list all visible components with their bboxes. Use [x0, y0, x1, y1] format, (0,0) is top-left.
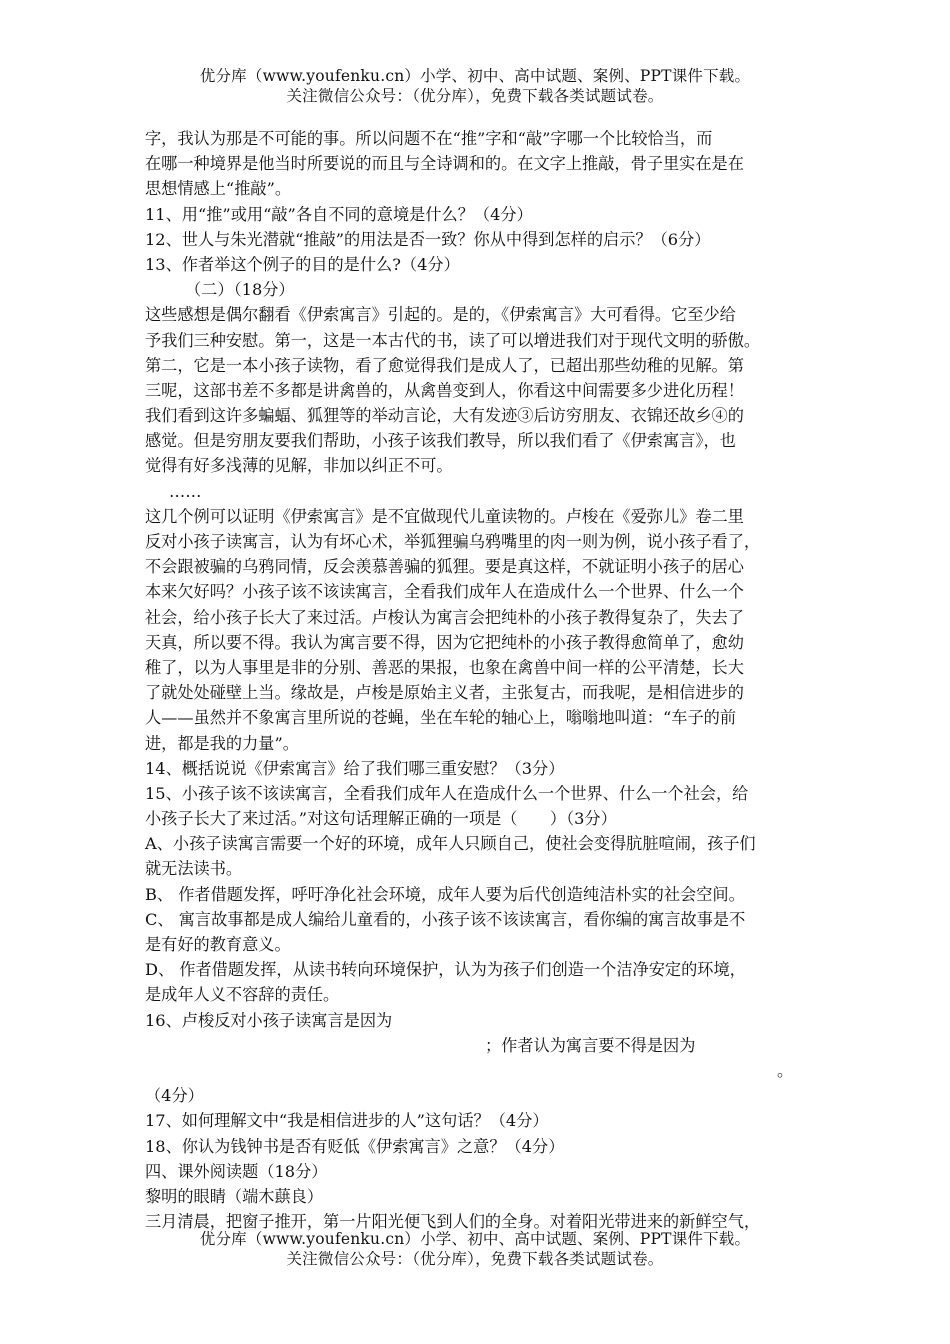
- question-15: 15、小孩子该不该读寓言，全看我们成年人在造成什么一个世界、什么一个社会，给: [145, 783, 749, 803]
- passage-line: 稚了，以为人事里是非的分别、善恶的果报，也象在禽兽中间一样的公平清楚，长大: [145, 657, 744, 677]
- footer-line-2: 关注微信公众号：（优分库），免费下载各类试题试卷。: [286, 1250, 664, 1268]
- footer-line-1: 优分库（www.youfenku.cn）小学、初中、高中试题、案例、PPT课件下载。: [199, 1230, 751, 1248]
- question-18: 18、你认为钱钟书是否有贬低《伊索寓言》之意？（4分）: [145, 1136, 565, 1156]
- question-16-score: （4分）: [145, 1086, 204, 1106]
- passage-line: 这几个例可以证明《伊索寓言》是不宜做现代儿童读物的。卢梭在《爱弥儿》卷二里: [145, 506, 744, 526]
- ellipsis: ……: [169, 481, 202, 501]
- question-15-cont: 小孩子长大了来过活。”对这句话理解正确的一项是（ ）（3分）: [145, 809, 617, 829]
- option-a-cont: 就无法读书。: [145, 859, 243, 879]
- passage-line: 进，都是我的力量”。: [145, 733, 299, 753]
- passage-line: 第二，它是一本小孩子读物，看了愈觉得我们是成人了，已超出那些幼稚的见解。第: [145, 355, 744, 375]
- option-c-cont: 是有好的教育意义。: [145, 935, 291, 954]
- passage-line: 社会，给小孩子长大了来过活。卢梭认为寓言会把纯朴的小孩子教得复杂了，失去了: [145, 607, 744, 627]
- passage-line: 不会跟被骗的乌鸦同情，反会羡慕善骗的狐狸。要是真这样，不就证明小孩子的居心: [145, 557, 744, 577]
- passage-line: 这些感想是偶尔翻看《伊索寓言》引起的。是的，《伊索寓言》大可看得。它至少给: [145, 305, 736, 325]
- question-17: 17、如何理解文中“我是相信进步的人”这句话？（4分）: [145, 1111, 549, 1131]
- passage-line: 三呢，这部书差不多都是讲禽兽的，从禽兽变到人，你看这中间需要多少进化历程！: [145, 380, 744, 400]
- question-16-blank-1: ；作者认为寓言要不得是因为: [485, 1035, 696, 1055]
- page-footer: [0, 1229, 950, 1269]
- header-line-1: 优分库（www.youfenku.cn）小学、初中、高中试题、案例、PPT课件下载。: [199, 67, 751, 85]
- passage-line: 本来欠好吗？小孩子该不该读寓言，全看我们成年人在造成什么一个世界、什么一个: [145, 582, 744, 602]
- header-line-2: 关注微信公众号：（优分库），免费下载各类试题试卷。: [286, 87, 664, 105]
- question-11: 11、用“推”或用“敲”各自不同的意境是什么？（4分）: [145, 204, 533, 224]
- passage-line: 感觉。但是穷朋友要我们帮助，小孩子该我们教导，所以我们看了《伊索寓言》，也: [145, 431, 736, 451]
- passage-line: 了就处处碰壁上当。缘故是，卢梭是原始主义者，主张复古，而我呢，是相信进步的: [145, 683, 744, 703]
- option-d-cont: 是成年人义不容辞的责任。: [145, 985, 340, 1005]
- passage-line: 三月清晨，把窗子推开，第一片阳光便飞到人们的全身。对着阳光带进来的新鲜空气，: [145, 1212, 761, 1232]
- passage-line: 在哪一种境界是他当时所要说的而且与全诗调和的。在文字上推敲，骨子里实在是在: [145, 154, 744, 174]
- passage-line: 思想情感上“推敲”。: [145, 179, 292, 199]
- question-16-blank-2: 。: [777, 1060, 794, 1080]
- document-body: [145, 126, 810, 1234]
- option-a: A、小孩子读寓言需要一个好的环境，成年人只顾自己，使社会变得肮脏喧闹，孩子们: [145, 834, 756, 854]
- option-b: B、 作者借题发挥，呼吁净化社会环境，成年人要为后代创造纯洁朴实的社会空间。: [145, 884, 745, 904]
- passage-line: 反对小孩子读寓言，认为有坏心术，举狐狸骗乌鸦嘴里的肉一则为例，说小孩子看了，: [145, 532, 761, 551]
- question-14: 14、概括说说《伊索寓言》给了我们哪三重安慰？（3分）: [145, 758, 565, 778]
- passage-line: 予我们三种安慰。第一，这是一本古代的书，读了可以增进我们对于现代文明的骄傲。: [145, 330, 761, 350]
- passage-line: 天真，所以要不得。我认为寓言要不得，因为它把纯朴的小孩子教得愈简单了，愈幼: [145, 632, 744, 652]
- question-13: 13、作者举这个例子的目的是什么?（4分）: [145, 254, 460, 274]
- page-header: [0, 66, 950, 106]
- option-d: D、 作者借题发挥，从读书转向环境保护，认为为孩子们创造一个洁净安定的环境，: [145, 960, 746, 980]
- passage-line: 觉得有好多浅薄的见解，非加以纠正不可。: [145, 456, 453, 476]
- section-4-heading: 四、课外阅读题（18分）: [145, 1161, 328, 1181]
- passage-line: 字，我认为那是不可能的事。所以问题不在“推”字和“敲”字哪一个比较恰当，而: [145, 129, 713, 148]
- section-2-heading: （二）（18分）: [185, 280, 295, 300]
- question-16: 16、卢梭反对小孩子读寓言是因为: [145, 1010, 393, 1030]
- article-title: 黎明的眼睛（端木蕻良）: [145, 1186, 324, 1206]
- passage-line: 我们看到这许多蝙蝠、狐狸等的举动言论，大有发迹③后访穷朋友、衣锦还故乡④的: [145, 406, 744, 426]
- question-12: 12、世人与朱光潜就“推敲”的用法是否一致？你从中得到怎样的启示？（6分）: [145, 229, 711, 249]
- passage-line: 人——虽然并不象寓言里所说的苍蝇，坐在车轮的轴心上，嗡嗡地叫道：“车子的前: [145, 708, 737, 728]
- option-c: C、 寓言故事都是成人编给儿童看的，小孩子该不该读寓言，看你编的寓言故事是不: [145, 909, 746, 929]
